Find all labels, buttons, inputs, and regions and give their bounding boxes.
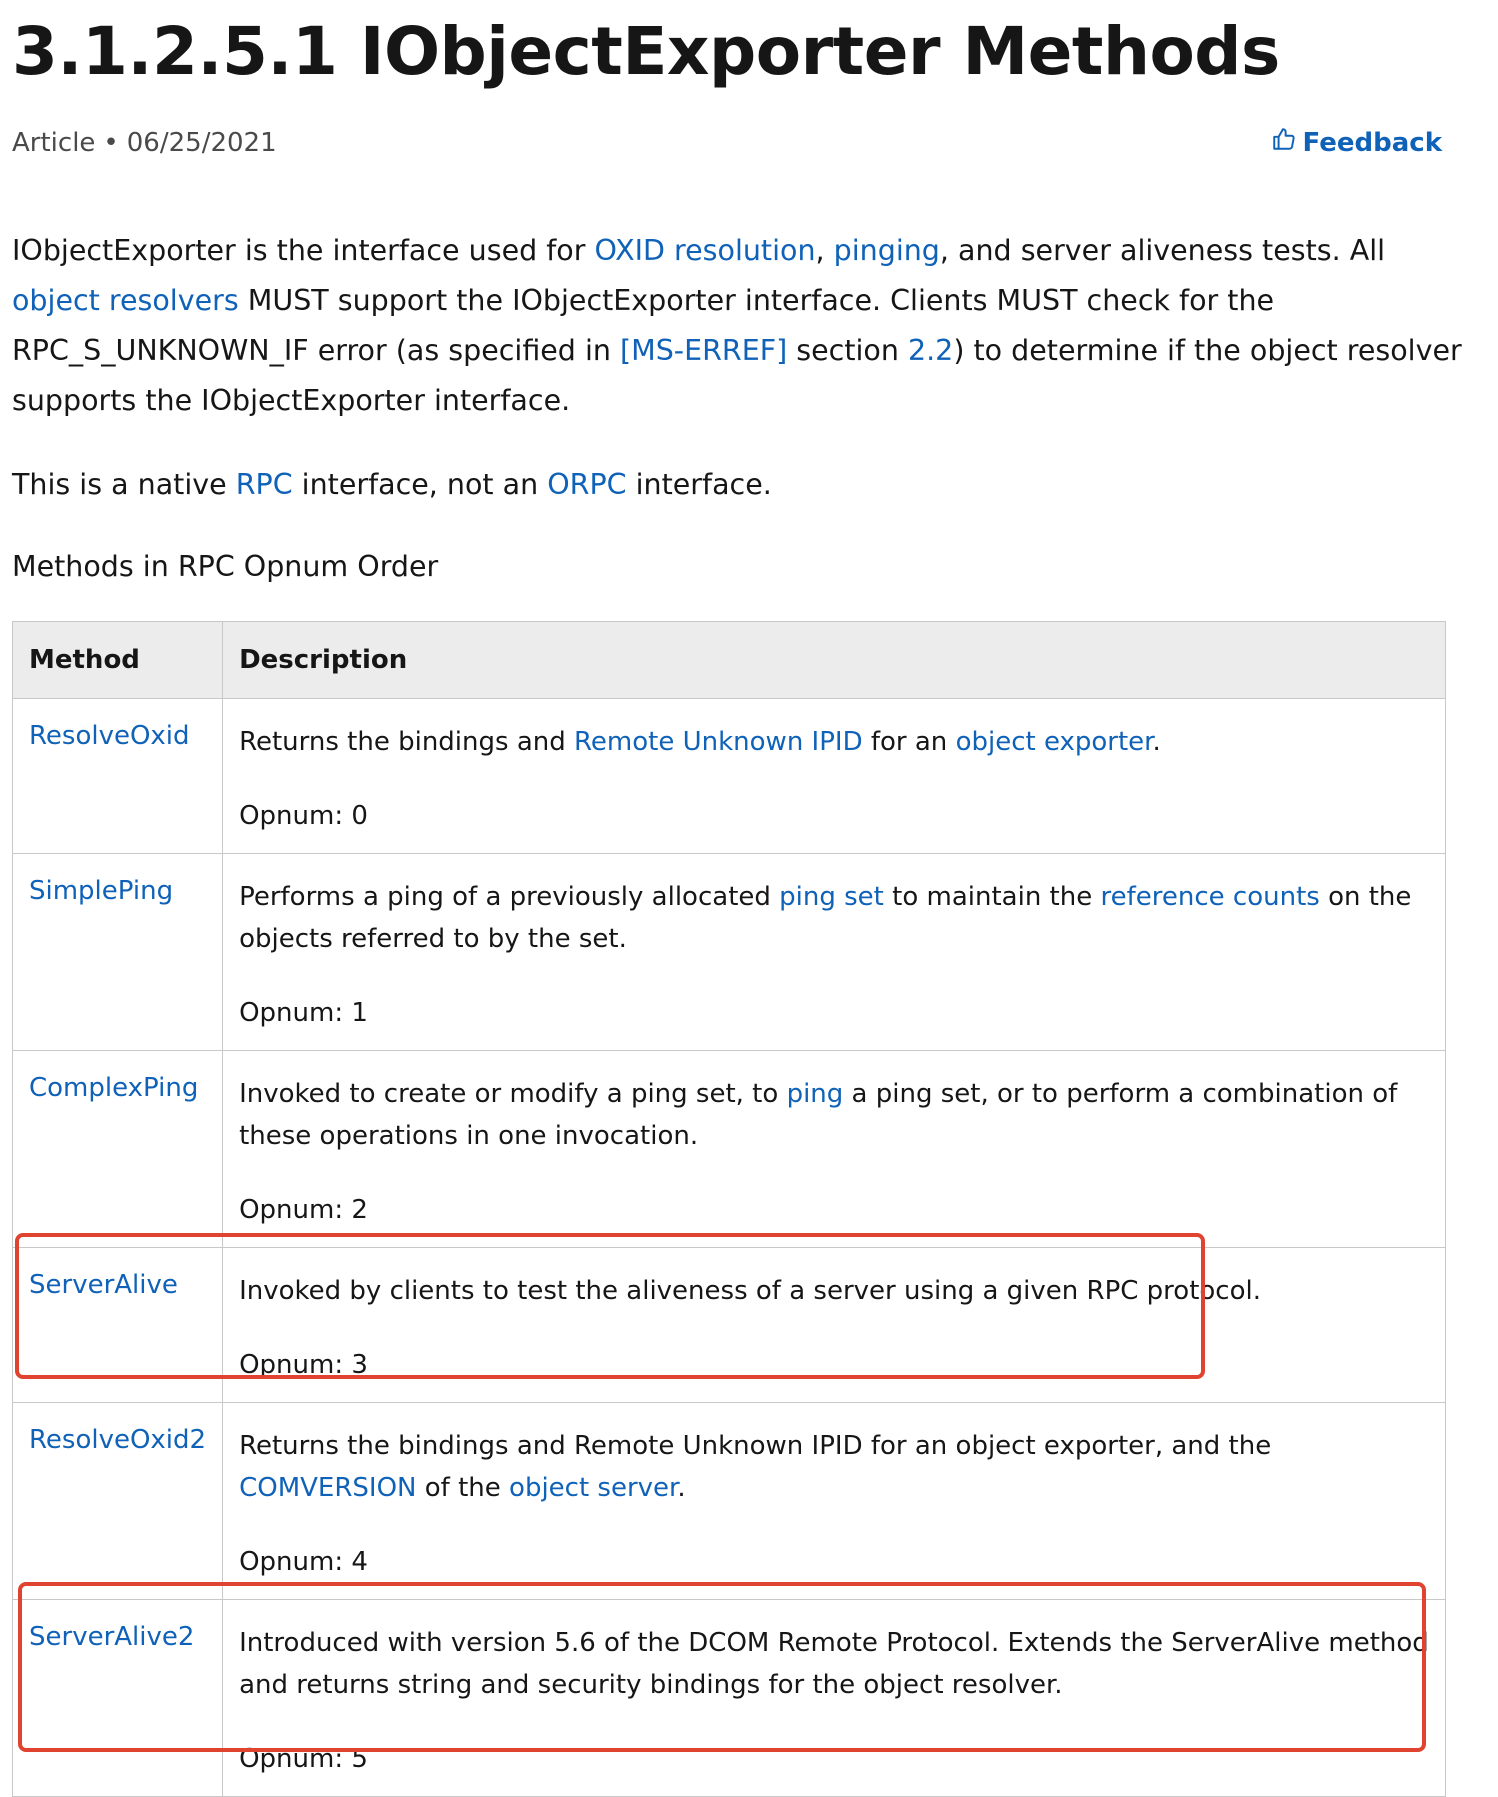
table-header-row xyxy=(13,622,1446,699)
description-text: Invoked to create or modify a ping set, to xyxy=(239,1079,787,1109)
method-link-serveralive[interactable]: ServerAlive xyxy=(29,1270,178,1300)
link-comversion[interactable]: COMVERSION xyxy=(239,1473,417,1503)
table-row xyxy=(13,699,1446,854)
intro-text: , and server aliveness tests. All xyxy=(939,234,1386,267)
method-description xyxy=(239,721,1429,763)
method-description xyxy=(239,1073,1429,1157)
opnum-label: Opnum: 0 xyxy=(239,801,368,831)
page-title: 3.1.2.5.1 IObjectExporter Methods xyxy=(12,13,1280,90)
link-object-resolvers[interactable]: object resolvers xyxy=(12,284,239,317)
native-paragraph xyxy=(12,460,1458,510)
description-text: Returns the bindings and xyxy=(239,727,575,757)
intro-text: , xyxy=(815,234,834,267)
link-pinging[interactable]: pinging xyxy=(833,234,940,267)
meta-separator: • xyxy=(103,128,119,158)
method-description: Introduced with version 5.6 of the DCOM Remote Protocol. Extends the ServerAlive method and returns string and security bindings for the object resolver. xyxy=(239,1628,1429,1700)
thumbs-up-icon xyxy=(1271,126,1297,159)
opnum-label: Opnum: 3 xyxy=(239,1350,368,1380)
intro-text: IObjectExporter is the interface used for xyxy=(12,234,595,267)
opnum-label: Opnum: 4 xyxy=(239,1547,368,1577)
method-link-serveralive2[interactable]: ServerAlive2 xyxy=(29,1622,195,1652)
article-meta-row xyxy=(12,124,1442,170)
feedback-label: Feedback xyxy=(1302,127,1442,158)
article xyxy=(12,0,1462,1774)
method-link-simpleping[interactable]: SimplePing xyxy=(29,876,174,906)
native-text: interface, not an xyxy=(292,468,548,501)
opnum-label: Opnum: 1 xyxy=(239,998,368,1028)
article-date: 06/25/2021 xyxy=(126,128,277,158)
description-text: a ping set, or to perform a combination of these operations in one invocation. xyxy=(239,1079,1398,1151)
intro-text: section xyxy=(787,334,908,367)
link-orpc[interactable]: ORPC xyxy=(547,468,627,501)
methods-table xyxy=(12,621,1446,1797)
link-rpc[interactable]: RPC xyxy=(235,468,293,501)
method-description xyxy=(239,1425,1429,1509)
method-description xyxy=(239,876,1429,960)
opnum-label: Opnum: 2 xyxy=(239,1195,368,1225)
table-row xyxy=(13,1248,1446,1403)
intro-text: MUST support the IObjectExporter interface. Clients MUST check for the RPC_S_UNKNOWN_IF error (as specified in xyxy=(12,284,1275,367)
link-object-server[interactable]: object server xyxy=(509,1473,678,1503)
intro-paragraph xyxy=(12,226,1462,426)
table-row xyxy=(13,1403,1446,1600)
description-text: Performs a ping of a previously allocated xyxy=(239,882,780,912)
table-row xyxy=(13,1051,1446,1248)
link-reference-counts[interactable]: reference counts xyxy=(1100,882,1320,912)
intro-text: ) to determine if the object resolver supports the IObjectExporter interface. xyxy=(12,334,1462,417)
description-text: for an xyxy=(862,727,956,757)
feedback-button[interactable] xyxy=(1271,126,1442,159)
method-link-resolveoxid[interactable]: ResolveOxid xyxy=(29,721,190,751)
article-meta xyxy=(12,128,277,158)
link-object-exporter[interactable]: object exporter xyxy=(955,727,1153,757)
description-text: . xyxy=(677,1473,686,1503)
description-text: to maintain the xyxy=(883,882,1101,912)
link-ping[interactable]: ping xyxy=(786,1079,844,1109)
method-description: Invoked by clients to test the aliveness of a server using a given RPC protocol. xyxy=(239,1276,1261,1306)
column-header-description: Description xyxy=(223,622,1446,699)
method-link-resolveoxid2[interactable]: ResolveOxid2 xyxy=(29,1425,207,1455)
description-text: of the xyxy=(416,1473,510,1503)
opnum-label: Opnum: 5 xyxy=(239,1744,368,1774)
article-type: Article xyxy=(12,128,96,158)
description-text: on the objects referred to by the set. xyxy=(239,882,1412,954)
column-header-method: Method xyxy=(13,622,223,699)
description-text: . xyxy=(1152,727,1161,757)
link-remote-unknown-ipid[interactable]: Remote Unknown IPID xyxy=(574,727,863,757)
native-text: interface. xyxy=(626,468,772,501)
native-text: This is a native xyxy=(12,468,236,501)
link-section-2-2[interactable]: 2.2 xyxy=(907,334,954,367)
link-ping-set[interactable]: ping set xyxy=(779,882,884,912)
table-row xyxy=(13,1600,1446,1797)
table-caption: Methods in RPC Opnum Order xyxy=(12,550,439,583)
link-ms-erref[interactable]: [MS-ERREF] xyxy=(620,334,788,367)
link-oxid-resolution[interactable]: OXID resolution xyxy=(594,234,816,267)
description-text: Returns the bindings and Remote Unknown IPID for an object exporter, and the xyxy=(239,1431,1272,1461)
method-link-complexping[interactable]: ComplexPing xyxy=(29,1073,199,1103)
table-row xyxy=(13,854,1446,1051)
